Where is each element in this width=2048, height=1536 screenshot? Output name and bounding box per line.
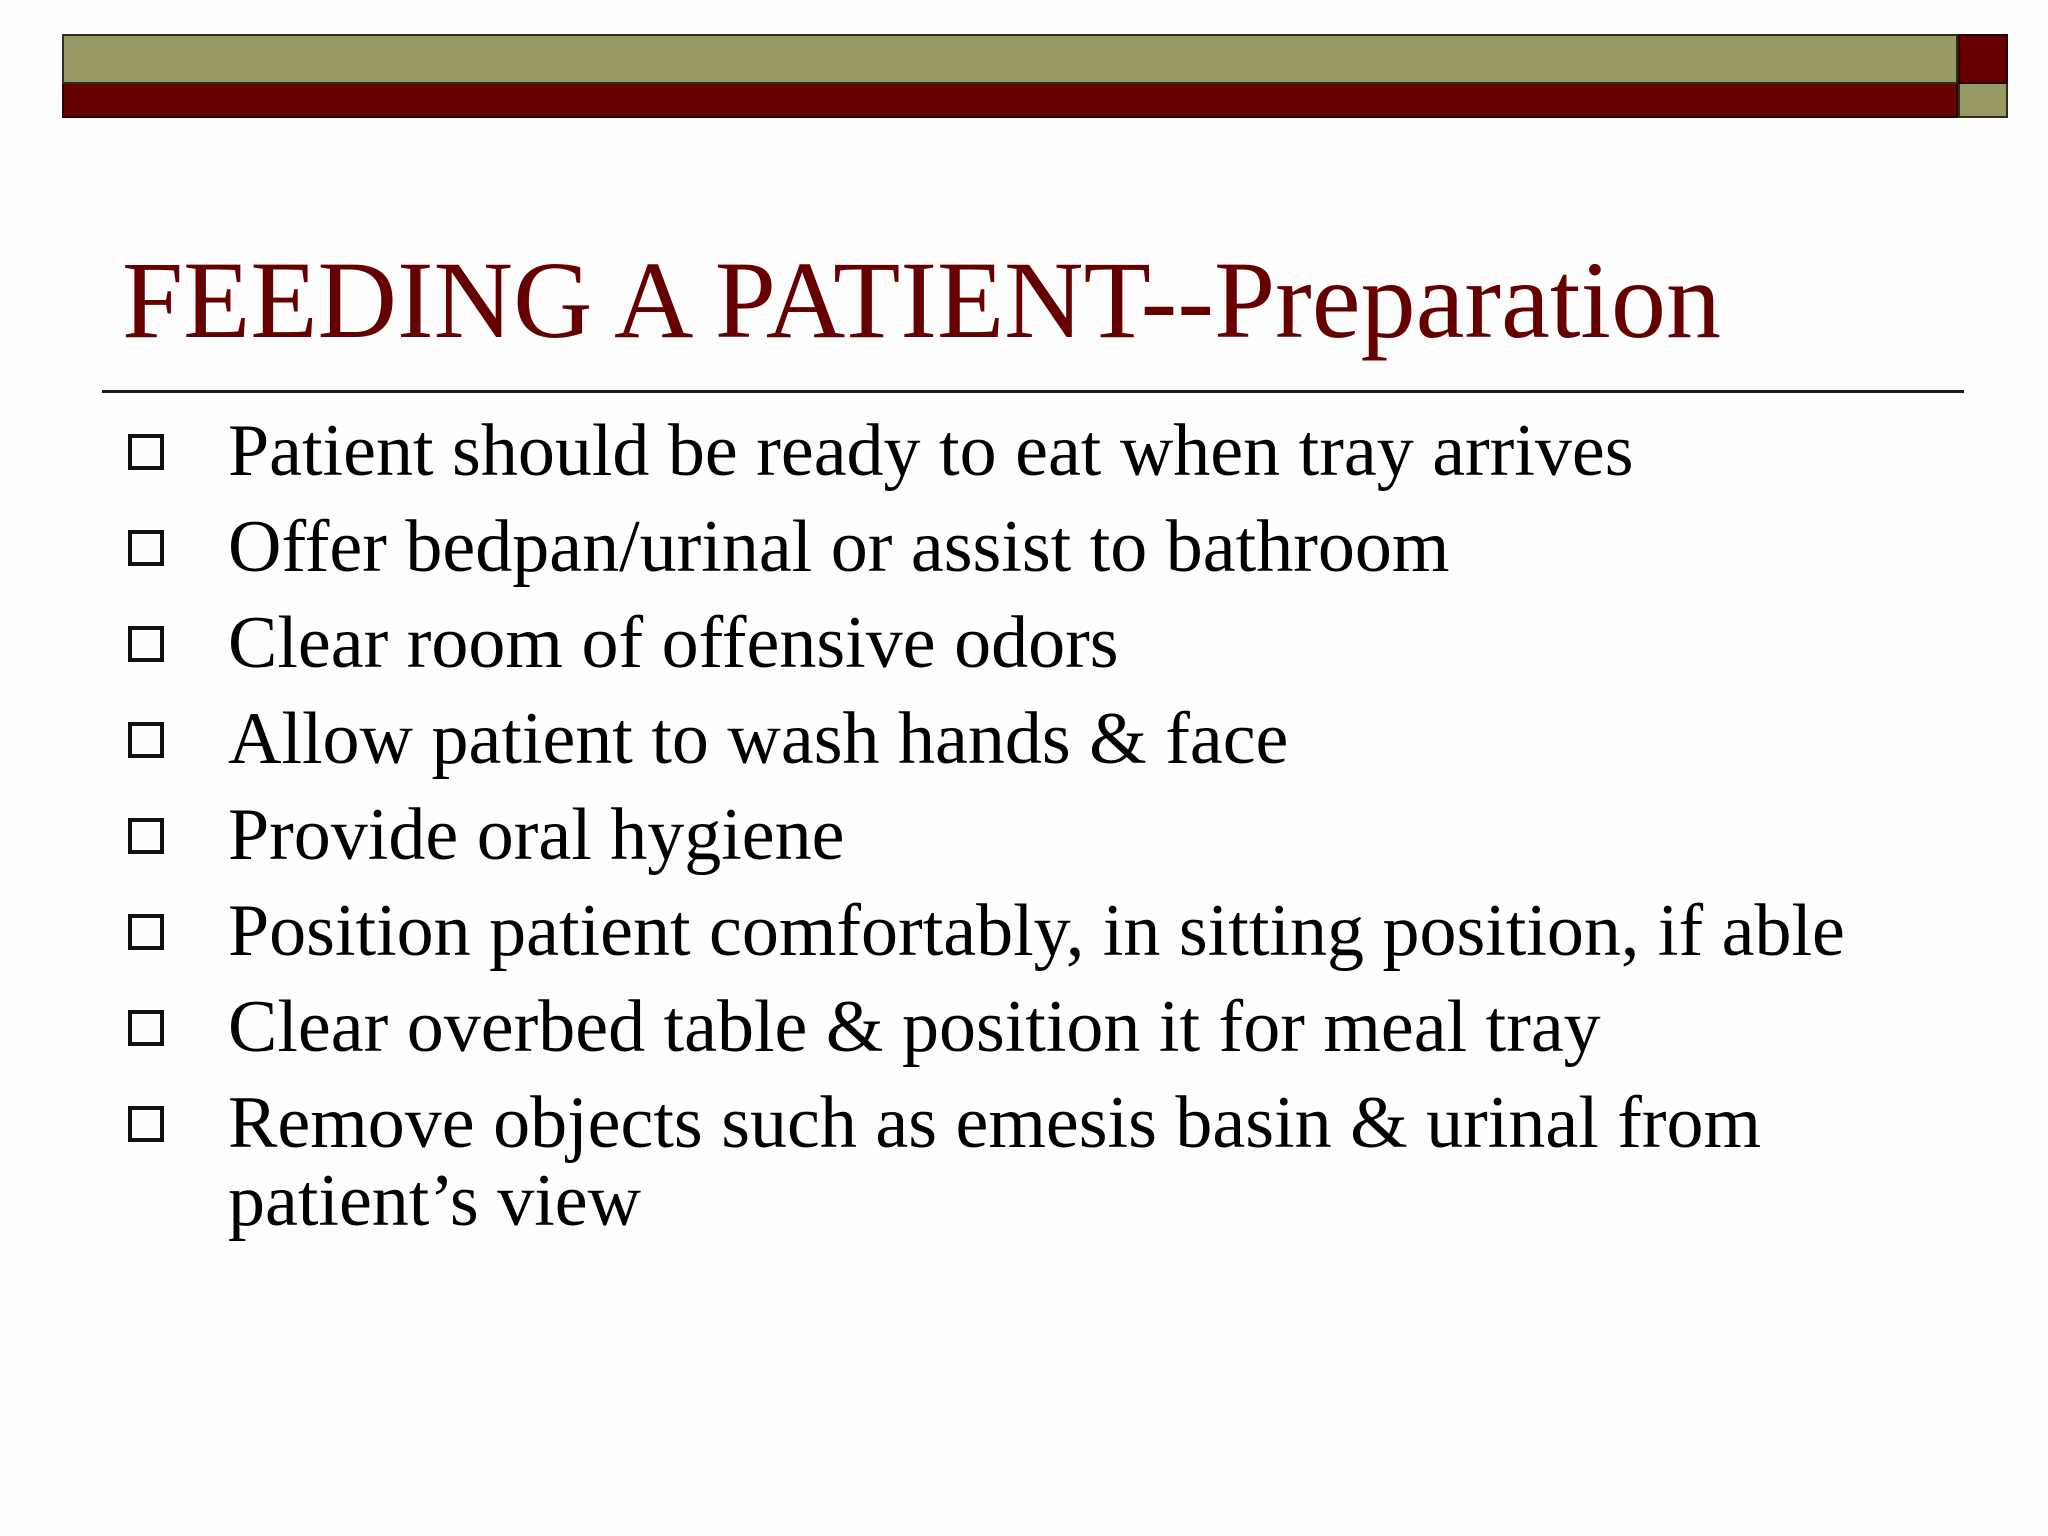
- hollow-square-icon: [128, 722, 164, 758]
- list-item-text: Clear room of offensive odors: [228, 602, 1119, 684]
- hollow-square-icon: [128, 626, 164, 662]
- list-item-text: Remove objects such as emesis basin & urinal from patient’s view: [228, 1082, 1762, 1242]
- hollow-square-icon: [128, 914, 164, 950]
- list-item: [0, 700, 2048, 778]
- list-item-text: Patient should be ready to eat when tray arrives: [228, 410, 1634, 492]
- list-item: [0, 604, 2048, 682]
- header-corner-maroon-square: [1958, 34, 2008, 84]
- bullet-list: [0, 412, 2048, 1258]
- list-item: [0, 1084, 2048, 1240]
- list-item-text: Position patient comfortably, in sitting position, if able: [228, 890, 1845, 972]
- slide-title: FEEDING A PATIENT--Preparation: [122, 239, 1721, 361]
- header-bar-olive: [62, 34, 1958, 84]
- hollow-square-icon: [128, 530, 164, 566]
- list-item-text: Provide oral hygiene: [228, 794, 845, 876]
- header-corner-olive-square: [1958, 84, 2008, 118]
- list-item: [0, 988, 2048, 1066]
- hollow-square-icon: [128, 434, 164, 470]
- list-item-text: Allow patient to wash hands & face: [228, 698, 1289, 780]
- hollow-square-icon: [128, 1106, 164, 1142]
- list-item-text: Clear overbed table & position it for meal tray: [228, 986, 1601, 1068]
- list-item: [0, 508, 2048, 586]
- list-item-text: Offer bedpan/urinal or assist to bathroom: [228, 506, 1450, 588]
- list-item: [0, 892, 2048, 970]
- hollow-square-icon: [128, 818, 164, 854]
- list-item: [0, 796, 2048, 874]
- header-bar-maroon: [62, 84, 1958, 118]
- hollow-square-icon: [128, 1010, 164, 1046]
- title-divider: [102, 390, 1964, 393]
- list-item: [0, 412, 2048, 490]
